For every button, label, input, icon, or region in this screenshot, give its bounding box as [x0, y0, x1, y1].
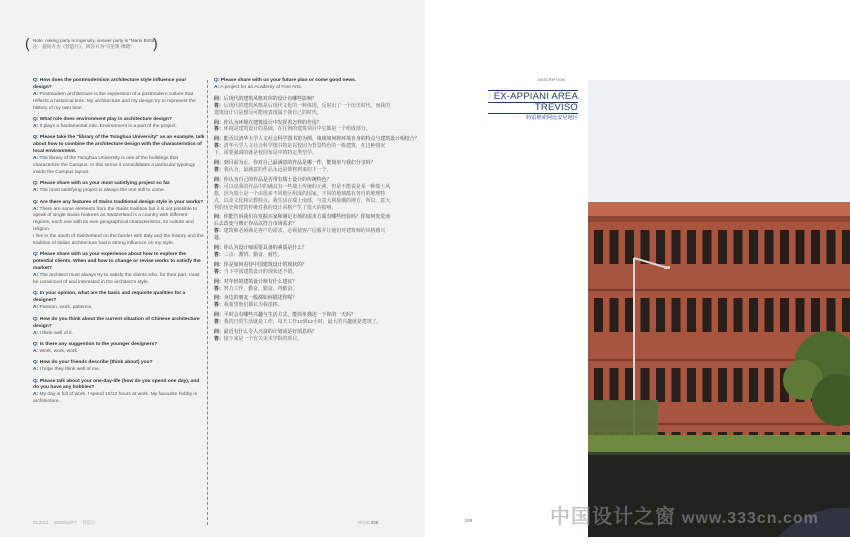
answer-text: I hope they think well of me. — [39, 367, 101, 373]
facade-window — [672, 298, 681, 332]
description-label: DESCRIPTION — [538, 78, 566, 82]
zh-qa-item: 问：能否以清华大学人文社会科学图书馆为例，谈谈如何将环境自身的特点与建筑设计相结合？ 答：清华大学人文社会科学图书馆是以校园为背景特色的一栋建筑，在这种情况下，需要强调的就是校园布局中的特定类型学。 — [214, 137, 420, 157]
facade-window — [827, 298, 836, 332]
zh-qa-item: 问：你认为设计师需要具备的素质是什么？ 答：三点：激情、勤奋、耐性。 — [214, 246, 307, 258]
facade-window — [811, 230, 820, 264]
facade-window — [656, 298, 665, 332]
question-text: Please share with us your most satisfying project so far. — [39, 181, 171, 187]
zh-qa-item: 问：你能告诉我们在发掘买家和满足市场的需求方面有哪些经验吗？你如何发觉而后去改变与修正作品以符合市场需求？ 答：建筑师必须满足客户的需求，必须使客户信服并让他们对建筑师的风格感兴趣。 — [214, 215, 391, 242]
answer-text: The library of the Tsinghua University is one of the buildings that characterize the Campus. In this sense it consolidates a particular typology inside the Campus layout. — [33, 156, 196, 175]
folio-left: 03.2012 INGENUITY 营造行 — [33, 520, 96, 525]
question-text: How do you think about the current situation of Chinese architecture design? — [33, 316, 200, 329]
question-text: In your opinion, what are the basic and requisite qualities for a designer? — [33, 291, 186, 304]
qa-item: Q: Please share with us your most satisfying project so far. A: The most satisfying project is always the one still to come. — [33, 181, 171, 194]
facade-window — [594, 368, 603, 402]
qa-item: Q: Is there any suggestion to the younger designers? A: Work, work, work. — [33, 341, 158, 354]
note-en: Note: Asking party is Ingenuity, answer party is "Mario Botta" — [33, 38, 156, 43]
facade-window — [842, 298, 850, 332]
zh-qa-item: 问：你是如何看待中国建筑设计的现状的？ 答：当下中国建筑设计的现状还不错。 — [214, 262, 307, 275]
building-photo — [588, 80, 850, 537]
facade-window — [765, 230, 774, 264]
zh-qa-item: 问：最近有什么令人兴奋的计划或是好消息吗？ 答：接下来是一个有关美术学院的项目。 — [214, 330, 317, 342]
answer-text: A project for an Academy of Fine Arts. — [220, 84, 303, 90]
facade-window — [765, 298, 774, 332]
facade-window — [610, 368, 619, 402]
project-title-line2: TREVISO — [488, 103, 578, 114]
facade-window — [749, 230, 758, 264]
question-text: Please talk about your one-day-life (how do you spend one day), and do you have any hobbies? — [33, 378, 200, 391]
qa-chinese-block — [214, 96, 420, 344]
facade-window — [780, 230, 789, 264]
facade-window — [687, 368, 696, 402]
facade-window — [780, 298, 789, 332]
site-watermark: 中国设计之窗 www.333cn.com — [550, 506, 819, 528]
project-title-block — [488, 90, 578, 122]
answer-text: It plays a fundamental role. Environment is a part of the project. — [39, 123, 177, 129]
qa-item: Q: How do your friends describe (think about) you? A: I hope they think well of me. — [33, 360, 153, 373]
question-text: Please share with us your future plan or some good news. — [220, 78, 357, 83]
facade-window — [687, 230, 696, 264]
facade-window — [827, 230, 836, 264]
facade-window — [625, 298, 634, 332]
qa-item: Q: Please share with us your experience about how to explore the potential clients. When and how to change or revise works to satisfy the market? A: The architect must always try to satisfy the clients who, for their part, must be convinced of and interested in the architect's style. — [33, 252, 201, 286]
qa-item: Q: Are there any features of Swiss traditional design style in your works? A: There are some elements from the Swiss tradition but it is not possible to speak of single Swiss features as Switzerland is a country with different regions, each one with its own geographical characteristics, its culture and religion. I live in the south of Switzerland on the border with Italy and the history and the tradition of Italian architecture had a strong influence on my style. — [33, 199, 204, 247]
facade-window — [765, 368, 774, 402]
zh-qa-item: 问：你认为环境在建筑设计中发挥着怎样的作用？ 答：环境是建筑设计的基础，在任何的建筑项目中它都是一个组成部分。 — [214, 120, 371, 133]
qa-item: Q: How does the postmodernism architecture style influence your design? A: Postmodern architecture is the expression of a postmodern culture that reflects a historical time. My architecture and my design try to represent the history of my own time. — [33, 78, 196, 111]
facade-window — [625, 368, 634, 402]
brick-building-illustration — [588, 80, 850, 537]
facade-window — [703, 230, 712, 264]
facade-window — [610, 298, 619, 332]
facade-window — [749, 368, 758, 402]
zh-qa-item: 问：后现代的建筑风格对你的设计有哪些影响？ 答：后现代的建筑风格是后现代文化的一种体现，反射出了一个历史时代。而我的建筑设计只是想尽可能地表现属于我自己的时代。 — [214, 96, 391, 116]
bracket-left-icon: ( — [25, 35, 30, 51]
page-number-left: PAGE 038 — [358, 520, 378, 525]
question-text: How do your friends describe (think about) you? — [39, 360, 153, 366]
answer-text: Passion, work, patience. — [39, 305, 93, 311]
facade-window — [656, 368, 665, 402]
facade-window — [656, 230, 665, 264]
zh-qa-item: 问：你认为自己的作品是否带有瑞士设计的传统特色？ 答：可以说我的作品中的确具有一些瑞士传统的元素，但是不能说是某一种瑞士风格，因为瑞士是一个由很多不同地区组成的国家，不同的地域都有各自的地理特点，以及文化和宗教特点。我生活在瑞士南部，与意大利接壤的地方，所以，意大利的历史和建筑传统对我的设计风格产生了很大的影响。 — [214, 177, 391, 211]
qa-item: Q: Please take the "library of the Tsinghua University" as an example, talk about how to combine the architecture design with the characteristics of local environment. A: The library of the Tsinghua University is one of the buildings that characterize the Campus. In this sense it consolidates a particular typology inside the Campus layout. — [33, 135, 205, 175]
facade-window — [703, 368, 712, 402]
facade-window — [687, 298, 696, 332]
question-text: Is there any suggestion to the younger designers? — [39, 341, 158, 347]
facade-window — [594, 230, 603, 264]
facade-window — [734, 298, 743, 332]
answer-text: Postmodern architecture is the expression of a postmodern culture that reflects a historical time. My architecture and my design try to represent the history of my own time. — [33, 91, 196, 111]
facade-window — [718, 368, 727, 402]
answer-continued: I live in the south of Switzerland on the border with Italy and the history and the tradition of Italian architecture had a strong influence on my style. — [33, 234, 204, 247]
answer-text: The most satisfying project is always the one still to come. — [39, 188, 166, 194]
question-text: Are there any features of Swiss traditional design style in your works? — [39, 199, 204, 205]
interview-note — [25, 35, 158, 51]
answer-text: My day is full of work. I spend 10/12 hours at work. My favourite hobby is architecture. — [33, 392, 197, 405]
project-title-line1: EX-APPIANI AREA — [488, 91, 578, 103]
zh-qa-item: 问：身边的朋友一般都如何描述你呢？ 答：我希望他们都认为我很棒。 — [214, 296, 298, 309]
answer-text: There are some elements from the Swiss tradition but it is not possible to speak of single Swiss features as Switzerland is a country with different regions, each one with its own geographical characteristics, its culture and religion. — [33, 206, 198, 233]
zh-qa-item: 问：平时会有哪些兴趣与生活方式，能简单描述一下你的一天吗？ 答：我的日常生活就是工作，每天工作10到12小时，最大的兴趣就是建筑了。 — [214, 313, 382, 326]
facade-window — [734, 368, 743, 402]
facade-window — [718, 298, 727, 332]
question-text: Please share with us your experience about how to explore the potential clients. When and how to change or revise works to satisfy the market? — [33, 252, 201, 272]
question-text: Please take the "library of the Tsinghua University" as an example, talk about how to combine the architecture design with the characteristics of local environment. — [33, 135, 205, 155]
qa-item: Q: Please talk about your one-day-life (how do you spend one day), and do you have any hobbies? A: My day is full of work. I spend 10/12 hours at work. My favourite hobby is architecture. — [33, 378, 200, 405]
facade-window — [718, 230, 727, 264]
facade-window — [703, 298, 712, 332]
column-divider — [207, 80, 208, 525]
facade-window — [594, 298, 603, 332]
qa-column-english — [33, 78, 205, 411]
facade-window — [749, 298, 758, 332]
qa-item: Q: How do you think about the current situation of Chinese architecture design? A: I think well of it. — [33, 316, 200, 336]
project-title-zh: 特雷维索阿比安尼地区 — [526, 115, 578, 121]
note-zh: 注：提问方为《营造行》，回答方为“马里奥·博塔” — [33, 44, 132, 49]
facade-window — [734, 230, 743, 264]
qa-item: Q: Please share with us your future plan or some good news. A: A project for an Academy of Fine Arts. — [214, 78, 357, 90]
facade-window — [796, 298, 805, 332]
facade-window — [641, 368, 650, 402]
facade-window — [625, 230, 634, 264]
qa-item: Q: What role does environment play in architecture design? A: It plays a fundamental role. Environment is a part of the project. — [33, 117, 177, 129]
facade-window — [811, 298, 820, 332]
bracket-right-icon: ) — [153, 35, 158, 51]
answer-text: Work, work, work. — [39, 348, 79, 354]
facade-window — [610, 230, 619, 264]
facade-window — [641, 230, 650, 264]
question-text: What role does environment play in architecture design? — [39, 117, 172, 123]
answer-text: I think well of it. — [39, 330, 73, 336]
left-page — [0, 0, 425, 537]
facade-window — [842, 230, 850, 264]
qa-column-mixed — [214, 78, 420, 344]
qa-item: Q: In your opinion, what are the basic and requisite qualities for a designer? A: Passion, work, patience. — [33, 291, 186, 311]
facade-window — [641, 298, 650, 332]
question-text: How does the postmodernism architecture style influence your design? — [33, 78, 187, 90]
answer-text: The architect must always try to satisfy the clients who, for their part, must be convinced of and interested in the architect's style. — [33, 273, 200, 286]
page-number-right: 039 — [465, 518, 473, 523]
facade-window — [672, 368, 681, 402]
facade-window — [672, 230, 681, 264]
zh-qa-item: 问：到目前为止，你对自己最满意的作品是哪一件，能简单与我们分享吗？ 答：我认为，最满意的作品永远是即将到来的下一个。 — [214, 161, 376, 173]
zh-qa-item: 问：对年轻的建筑设计师有什么建议？ 答：努力工作，勤奋，勤奋，再勤奋。 — [214, 279, 298, 292]
facade-window — [796, 230, 805, 264]
